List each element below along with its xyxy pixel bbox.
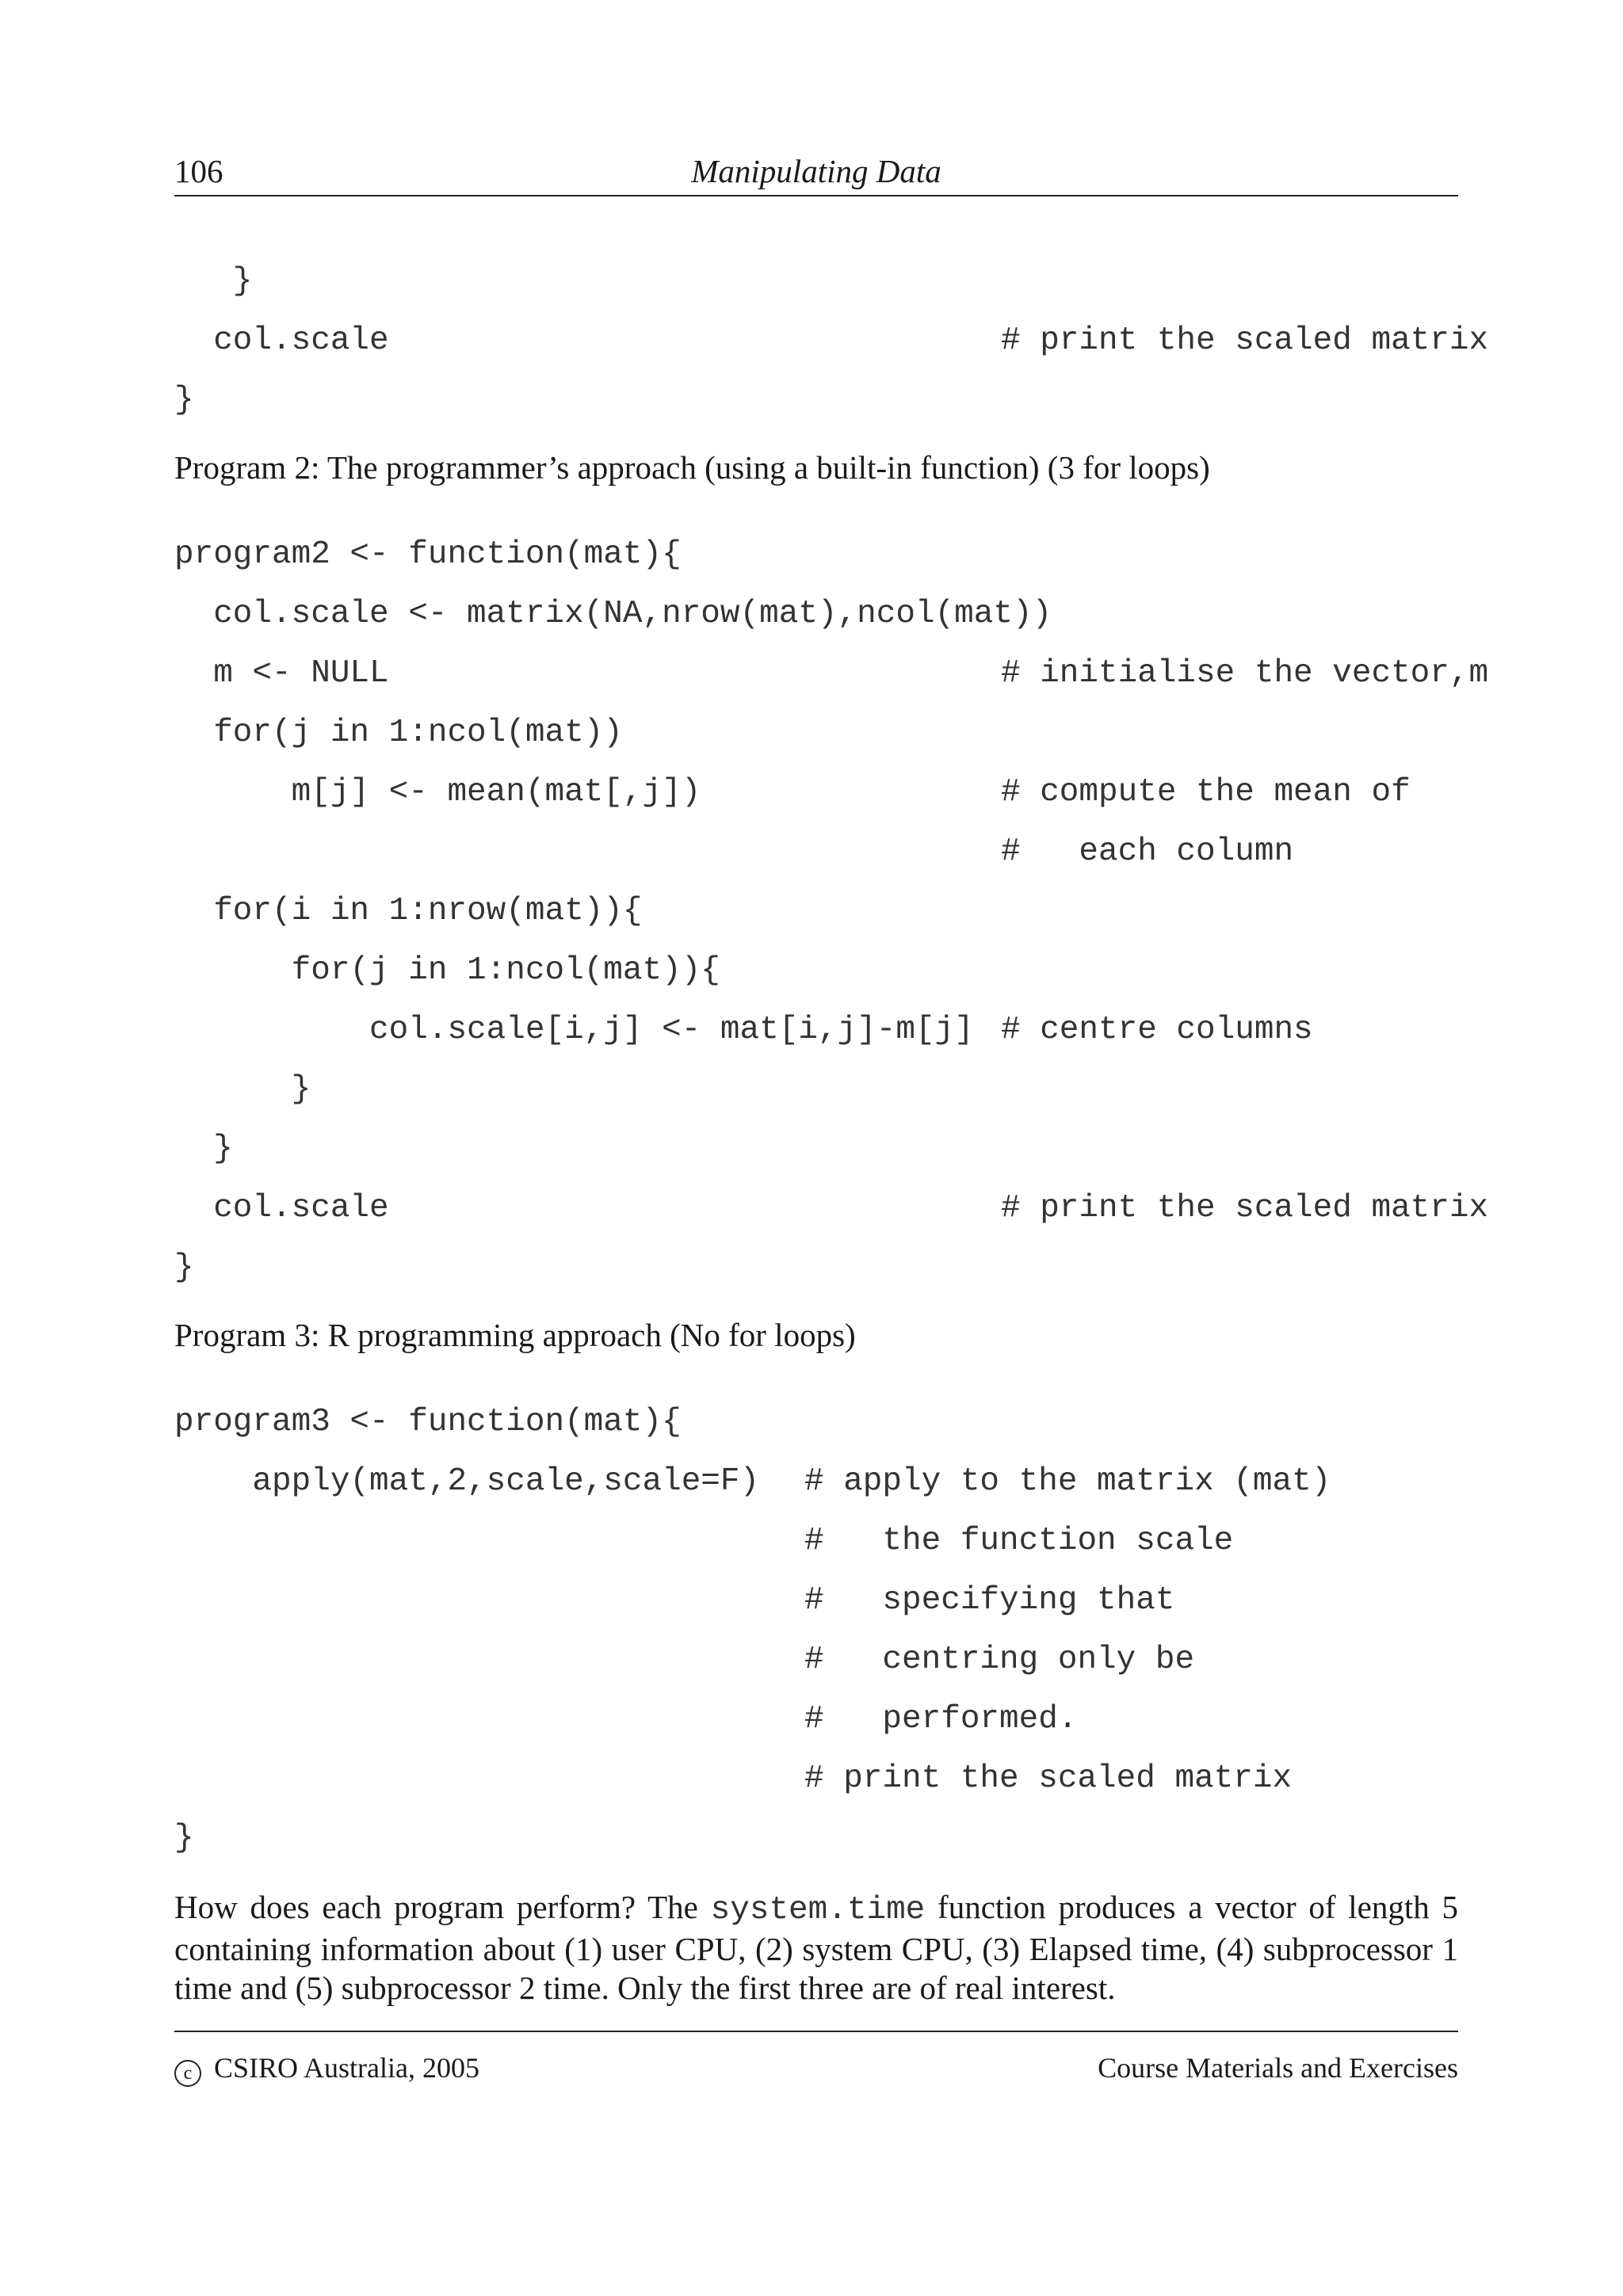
page-footer	[174, 2031, 1458, 2096]
code-comment: # print the scaled matrix	[1001, 322, 1489, 359]
code-line: }	[174, 1131, 233, 1167]
copyright-text: CSIRO Australia, 2005	[214, 2052, 480, 2084]
code-line: m[j] <- mean(mat[,j])	[174, 774, 701, 810]
code-comment: # print the scaled matrix	[804, 1760, 1293, 1797]
code-comment: # specifying that	[804, 1582, 1175, 1619]
page-number: 106	[174, 153, 223, 189]
code-comment: # print the scaled matrix	[1001, 1190, 1489, 1226]
code-line: }	[174, 1249, 194, 1286]
code-line: apply(mat,2,scale,scale=F)	[174, 1463, 760, 1500]
code-line: program2 <- function(mat){	[174, 536, 682, 573]
code-line: m <- NULL	[174, 655, 389, 692]
inline-code: system.time	[710, 1892, 926, 1928]
footer-title: Course Materials and Exercises	[1098, 2052, 1458, 2084]
code-line: }	[174, 263, 253, 299]
code-line: }	[174, 382, 194, 418]
program3-caption: Program 3: R programming approach (No for loops)	[174, 1317, 856, 1353]
code-comment: # centre columns	[1001, 1012, 1313, 1048]
code-line: for(j in 1:ncol(mat)){	[174, 952, 720, 989]
code-line: col.scale	[174, 1190, 389, 1226]
code-line: for(j in 1:ncol(mat))	[174, 715, 623, 751]
code-line: col.scale[i,j] <- mat[i,j]-m[j]	[174, 1012, 974, 1048]
code-comment: # performed.	[804, 1701, 1078, 1737]
code-line: for(i in 1:nrow(mat)){	[174, 893, 643, 929]
copyright-notice	[174, 2051, 479, 2087]
code-comment: # initialise the vector,m	[1001, 655, 1489, 692]
paragraph-text: How does each program perform? The	[174, 1889, 711, 1925]
code-comment: # each column	[1001, 833, 1294, 870]
body-paragraph	[174, 1888, 1458, 2008]
copyright-icon: c	[174, 2060, 201, 2087]
code-comment: # compute the mean of	[1001, 774, 1411, 810]
code-line: program3 <- function(mat){	[174, 1404, 682, 1440]
running-head	[174, 152, 1458, 196]
code-comment: # centring only be	[804, 1642, 1195, 1678]
code-line: col.scale	[174, 322, 389, 359]
code-comment: # apply to the matrix (mat)	[804, 1463, 1331, 1500]
code-line: }	[174, 1071, 311, 1108]
program2-caption: Program 2: The programmer’s approach (using a built-in function) (3 for loops)	[174, 449, 1210, 486]
code-line: }	[174, 1820, 194, 1856]
paragraph-text: function produces a vector of length 5 containing information about (1) user CPU, (2) system CPU, (3) Elapsed time, (4) subprocessor 1 time and (5) subprocessor 2 time. Only the first three are of real interest.	[174, 1889, 1458, 2006]
code-comment: # the function scale	[804, 1523, 1234, 1559]
code-line: col.scale <- matrix(NA,nrow(mat),ncol(mat))	[174, 596, 1052, 632]
chapter-title: Manipulating Data	[691, 153, 941, 189]
